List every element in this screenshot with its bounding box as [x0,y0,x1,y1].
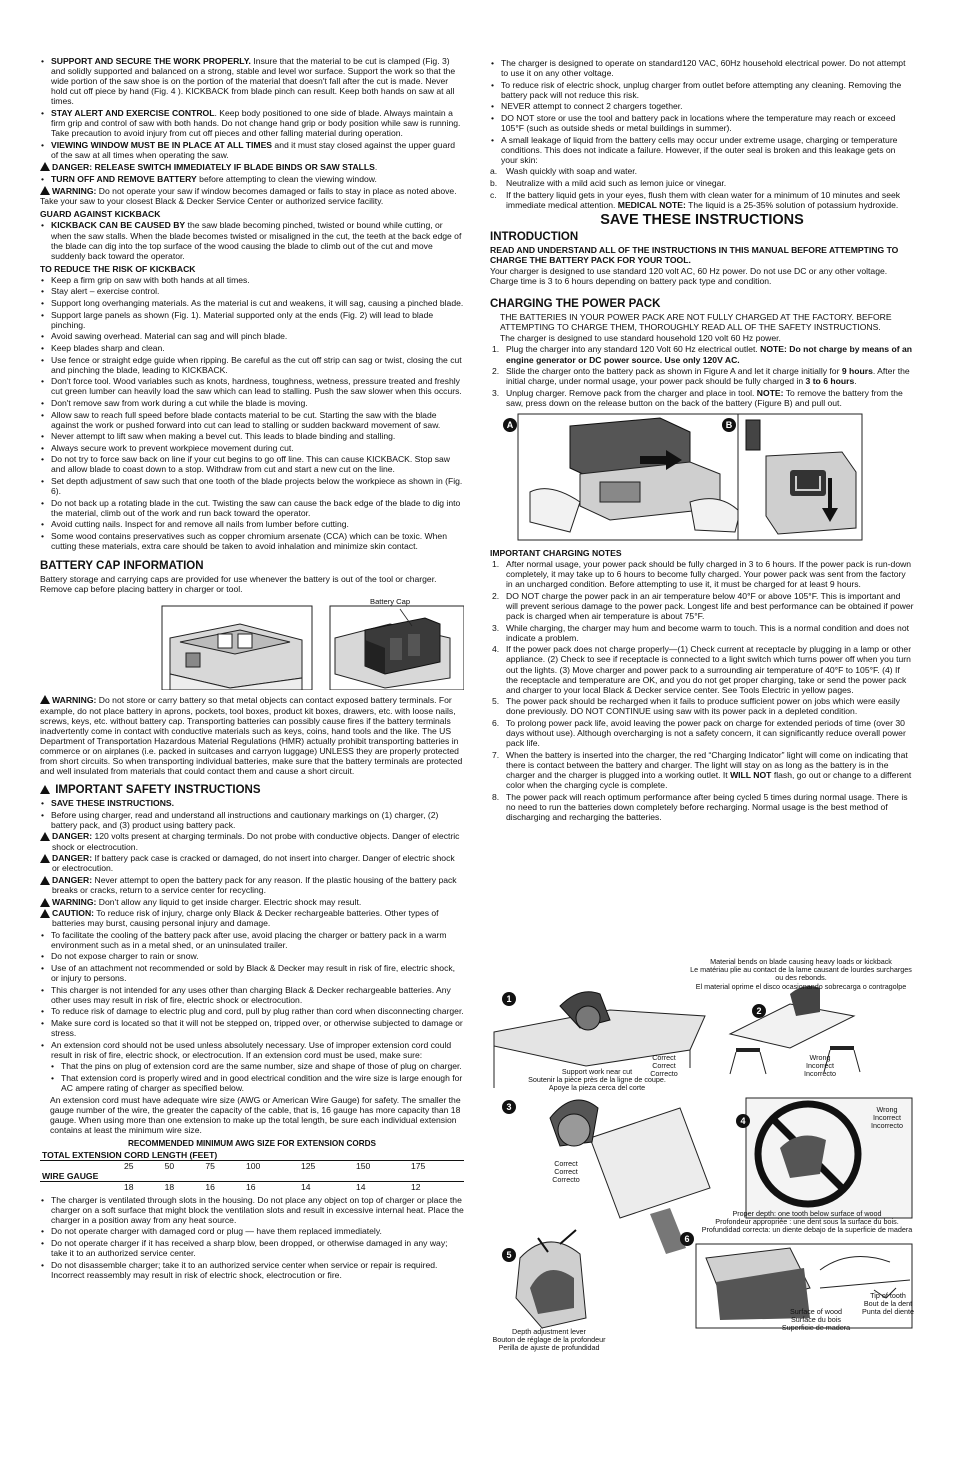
awg-gauge-cell: 16 [245,1182,256,1193]
battery-cap-figure [40,598,464,690]
item-bold: WILL NOT [730,770,772,780]
list-item [40,1260,464,1280]
support-near-cut-caption: Support work near cut Soutenir la pièce près de la ligne de coupe. Apoye la pieza cerca del corte [528,1067,666,1093]
item-number: 2. [492,366,500,377]
kickback-list [40,220,464,260]
item-text: This charger is not intended for any uses other than charging Black & Decker rechargeable batteries. Any other uses may result in risk of fire, electric shock or electrocution. [51,984,451,1005]
list-item [40,310,464,330]
left-column [40,56,464,1281]
awg-length-cell: 50 [164,1161,175,1172]
awg-gauge-label: WIRE GAUGE [42,1171,99,1182]
charger-safety-list [40,930,464,1060]
item-text: The power pack will reach optimum performance after being cycled 5 times during normal usage. There is no need to run the batteries down completely before recharging. Normal usage is the best method of discharging and recharging the batteries. [506,791,908,822]
battery-illustration-icon [40,598,464,690]
item-text: flash, go out or change to a different color when the charging cycle is complete. [506,770,912,791]
intro-text: Your charger is designed to use standard 120 volt AC, 60 Hz power. Do not use DC or any other voltage. Charge time is 3 to 6 hours depending on battery pack type and condition. [490,266,888,287]
warning-triangle-icon [40,909,50,918]
surface-wood-caption: Surface of wood Surface du bois Superficie de madera [781,1307,851,1333]
awg-length-cell: 25 [124,1161,134,1172]
item-text: Do not try to force saw back on line if your cut begins to go off line. This can cause KICKBACK. Stop saw and allow blade to coast down to a stop. Withdraw from cut and start a new cut on the line. [51,454,451,475]
awg-length-label: TOTAL EXTENSION CORD LENGTH (FEET) [42,1150,218,1161]
charger-final-list [40,1195,464,1280]
window-warning: WARNING: Do not operate your saw if window becomes damaged or fails to stay in place as noted above. Take your saw to your closest Black & Decker Service Center or authorized service facility. [40,186,457,207]
item-text: Unplug charger. Remove pack from the charger and place in tool. [506,387,757,398]
item-text: Do not back up a rotating blade in the cut. Twisting the saw can cause the back edge of the blade to dig into the material, climb out of the work and run back toward the operator. [51,497,461,518]
charging-figure [490,412,914,542]
store-warning: WARNING: Do not store or carry battery so that metal objects can contact exposed battery terminals. For example, do not place battery in aprons, pockets, tool boxes, product kit boxes, drawers, etc. with loose nails, screws, keys, etc. without battery cap. Transporting batteries can possibly cause fires if the battery terminals inadvertently come in contact with conductive materials such as keys, coins, hand tools and the like. The US Department of Transportation Hazardous Material Regulations (HMR) actually prohibit transporting batteries in commerce or on airplanes (i.e. packed in suitcases and carryon luggage) UNLESS they are properly protected from short circuits. So when transporting individual batteries, make sure that the battery terminals are protected and well insulated from materials that could contact them and cause a short circuit. [40,695,463,777]
list-item [40,454,464,474]
correct-caption-1: Correct Correct Correcto [650,1053,678,1079]
turn-off-list [40,174,464,184]
warn-label: DANGER: [52,831,93,842]
item-number: 2. [492,590,500,601]
warn-text: To reduce risk of injury, charge only Black & Decker rechargeable batteries. Other types of batteries may burst, causing personal injury and damage. [52,908,439,929]
list-item [40,1226,464,1236]
awg-gauge-cell: 16 [205,1182,215,1193]
charging-step [490,388,914,408]
item-number: 4. [492,644,500,655]
charger-illustration-icon [490,412,914,542]
list-item [40,343,464,353]
item-text: Avoid sawing overhead. Material can sag and will pinch blade. [51,331,288,342]
item-number: 5. [492,696,500,707]
warn-text: If battery pack case is cracked or damaged, do not insert into charger. Danger of electric shock or electrocution. [52,853,455,874]
item-text: Do not expose charger to rain or snow. [51,951,199,962]
item-text: Some wood contains preservatives such as copper chromium arsenate (CCA) which can be toxic. When cutting these materials, extra care should be taken to avoid inhalation and minimize skin contact. [51,531,447,552]
tip-tooth-caption: Tip of tooth Bout de la dent Punta del diente [862,1291,914,1317]
list-item [490,101,914,111]
item-text: That the pins on plug of extension cord are the same number, size and shape of those of plug on charger. [61,1061,462,1072]
item-text: Slide the charger onto the battery pack as shown in Figure A and let it charge initially for [506,366,842,377]
safety-list [40,798,464,830]
figure-6-badge: 6 [680,1232,694,1246]
item-text: After normal usage, your power pack should be fully charged in 3 to 6 hours. If the power pack is run-down completely, it may take up to 6 hours to become fully charged. Your power pack was sent from the factory in an uncharged condition. Before attempting to use it, it must be charged for at least 9 hours. [506,559,912,590]
warning-triangle-icon [40,186,50,195]
item-text: Make sure cord is located so that it will not be stepped on, tripped over, or otherwise subjected to damage or stress. [51,1018,463,1039]
step-letter: c. [490,189,497,200]
warn-text: Don't allow any liquid to get inside charger. Electric shock may result. [96,896,362,907]
list-item [40,443,464,453]
warning-triangle-icon [40,832,50,841]
item-bold: NOTE: Do not charge by means of an engine generator or DC power source. Use only 120V AC. [506,344,912,365]
figure-4-badge: 4 [736,1114,750,1128]
battery-cap-text: Battery storage and carrying caps are provided for use whenever the battery is out of the tool or charger. Remove cap before placing battery in charger or tool. [40,574,437,595]
item-text: When the battery is inserted into the charger, the red “Charging Indicator” light will come on indicating that there is contact between the battery and charger. The light will stay on as long as the battery is in the charger and the charger is plugged into a working outlet. It [506,749,908,780]
item-text: Avoid cutting nails. Inspect for and remove all nails from lumber before cutting. [51,519,349,530]
awg-length-row [40,1161,464,1172]
list-item [40,355,464,375]
item-text: DO NOT store or use the tool and battery pack in locations where the temperature may reach or exceed 105°F (such as outside sheds or metal buildings in summer). [501,112,896,134]
saw-figures [490,958,914,1368]
item-text: Never attempt to lift saw when making a bevel cut. This leads to blade binding and stalling. [51,431,396,442]
charging-note [490,644,914,694]
item-text: Do not operate charger if it has received a sharp blow, been dropped, or otherwise damaged in any way; take it to an authorized service center. [51,1237,448,1258]
charger-power-list [490,58,914,165]
item-text: . [854,376,857,387]
list-item [40,275,464,285]
item-text: To prolong power pack life, avoid leaving the power pack on charge for extended periods of time (over 30 days without use). Although overcharging is not a safety concern, it can significantly reduce overall power pack life. [506,718,906,749]
item-text: NEVER attempt to connect 2 chargers together. [501,101,683,112]
blade-bends-caption: Material bends on blade causing heavy loads or kickback Le matériau plie au contact de la lame causant de lourdes surcharges ou des rebonds. El material oprime el disco ocasionando sobrecarga o contragolpe [690,957,912,991]
list-item [40,498,464,518]
figure-a-badge: A [503,418,517,432]
list-item [490,135,914,165]
item-text: While charging, the charger may hum and become warm to touch. This is a normal condition and does not indicate a problem. [506,622,910,643]
item-text: To reduce risk of damage to electric plug and cord, pull by plug rather than cord when disconnecting charger. [51,1006,464,1017]
figure-3-badge: 3 [502,1100,516,1114]
charging-note [490,623,914,643]
warn-label: WARNING: [52,896,97,907]
warning-triangle-icon [40,876,50,885]
item-text: Don't remove saw from work during a cut while the blade is moving. [51,397,308,408]
step-letter: a. [490,166,498,177]
work-support-list [40,56,464,160]
list-item [40,853,464,873]
charging-note [490,591,914,621]
list-item [40,286,464,296]
item-text: Keep blades sharp and clean. [51,342,165,353]
list-item [40,298,464,308]
item-text: Don't force tool. Wood variables such as knots, hardness, toughness, wetness, pressure treated and freshly cut green lumber can heavily load the saw which can lead to stalling. Push the saw slower when this occurs. [51,376,462,397]
warning-triangle-icon [40,854,50,863]
wrong-caption-1: Wrong Incorrect Incorrecto [804,1053,836,1079]
list-item: • SUPPORT AND SECURE THE WORK PROPERLY. Insure that the material to be cut is clamped (Fig. 3) and solidly supported and balanced on a strong, stable and level wor surface. Support the work so that the wide portion of the saw shoe is on the portion of the material that doesn't fall after the cut is made. Never hold cut off piece by hand (Fig. 4 ). KICKBACK from blade pinch can result. Keep both hands on saw at all times. [40,56,464,106]
item-number: 6. [492,718,500,729]
step-text: Wash quickly with soap and water. [506,166,638,177]
charging-step [490,366,914,386]
list-item: • VIEWING WINDOW MUST BE IN PLACE AT ALL TIMES and it must stay closed against the upper guard of the saw at all times when operating the saw. [40,140,464,160]
item-text: Support large panels as shown (Fig. 1). Material supported only at the ends (Fig. 2) will lead to blade pinching. [51,309,434,330]
awg-gauge-cell: 18 [124,1182,134,1193]
awg-length-cell: 150 [355,1161,371,1172]
item-text: To facilitate the cooling of the battery pack after use, avoid placing the charger or battery pack in a warm environment such as in a metal shed, or an uninsulated trailer. [51,929,447,950]
item-bold: 3 to 6 hours [805,376,855,387]
list-item [40,951,464,961]
danger-warning-list [40,831,464,928]
awg-table-title: RECOMMENDED MINIMUM AWG SIZE FOR EXTENSION CORDS [127,1139,377,1149]
item-text: Always secure work to prevent workpiece movement during cut. [51,442,294,453]
list-item [40,410,464,430]
step-bold: MEDICAL NOTE: [617,199,686,210]
item-bold: NOTE: [756,387,784,398]
step-letter: b. [490,178,498,189]
charging-steps [490,344,914,408]
list-item [50,1061,464,1071]
item-text: That extension cord is properly wired and in good electrical condition and the wire size is large enough for AC ampere rating of charger as specified below. [61,1073,463,1094]
list-item [40,331,464,341]
list-item [40,1238,464,1258]
list-item: • STAY ALERT AND EXERCISE CONTROL. Keep body positioned to one side of blade. Always maintain a firm grip and control of saw with both hands. Do not change hand grip or body position while saw is running. Take precaution to avoid injury from cut off pieces and other falling material during operation. [40,108,464,138]
charging-note [490,792,914,822]
item-text: Stay alert – exercise control. [51,286,160,297]
awg-table [40,1150,464,1192]
item-bold: 9 hours [841,366,873,377]
extension-awg-text: An extension cord must have adequate wire size (AWG or American Wire Gauge) for safety. The smaller the gauge number of the wire, the greater the capacity of the cable, that is, 16 gauge has more capacity than 18 gauge. When using more than one extension to make up the total length, be sure each individual extension contains at least the minimum wire size. [50,1094,461,1135]
list-item [40,908,464,928]
awg-length-cell: 125 [300,1161,316,1172]
danger-release-note: DANGER: RELEASE SWITCH IMMEDIATELY IF BLADE BINDS OR SAW STALLS. [40,161,464,172]
item-number: 8. [492,791,500,802]
item-text: Support long overhanging materials. As the material is cut and weakens, it will sag, causing a pinched blade. [51,298,464,309]
list-item [40,376,464,396]
awg-gauge-cell: 14 [355,1182,366,1193]
item-text: Set depth adjustment of saw such that one tooth of the blade projects below the workpiece as shown in (Fig. 6). [51,476,463,497]
warn-text: Never attempt to open the battery pack for any reason. If the plastic housing of the battery pack breaks or cracks, return to a service center for recycling. [52,874,457,895]
item-text: Do not operate charger with damaged cord or plug — have them replaced immediately. [51,1226,382,1237]
item-number: 1. [492,344,500,355]
item-text: Do not disassemble charger; take it to an authorized service center when service or repair is required. Incorrect reassembly may result in risk of electric shock, electrocution or fire. [51,1259,438,1280]
list-item: • Before using charger, read and understand all instructions and cautionary markings on (1) charger, (2) battery pack, and (3) product using battery pack. [40,810,464,830]
list-item [490,80,914,100]
item-text: DO NOT charge the power pack in an air temperature below 40°F or above 105°F. This is important and will prevent serious damage to the power pack. Longest life and best performance can be obtained if power pack is charged when air temperature is about 75°F. [506,590,914,622]
reduce-risk-heading: TO REDUCE THE RISK OF KICKBACK [40,263,196,274]
battery-cap-label: Battery Cap [370,597,411,607]
item-text: Plug the charger into any standard 120 Volt 60 Hz electrical outlet. [506,344,761,355]
list-item [490,58,914,78]
leakage-step [490,190,914,210]
awg-gauge-cell: 14 [300,1182,311,1193]
awg-length-cell: 75 [205,1161,215,1172]
item-text: Use of an attachment not recommended or sold by Black & Decker may result in risk of fire, electric shock, or injury to persons. [51,963,456,984]
leakage-step [490,178,914,188]
list-item [40,930,464,950]
item-number: 3. [492,387,500,398]
item-number: 3. [492,622,500,633]
right-column [490,58,914,823]
figure-5-badge: 5 [502,1248,516,1262]
item-text: Keep a firm grip on saw with both hands at all times. [51,274,250,285]
reduce-risk-list [40,275,464,551]
item-text: To reduce risk of electric shock, unplug charger from outlet before attempting any cleaning. Removing the battery pack will not reduce this risk. [501,79,902,100]
figure-2-badge: 2 [752,1004,766,1018]
item-number: 1. [492,559,500,570]
charging-notes-heading: IMPORTANT CHARGING NOTES [490,548,622,559]
charging-note [490,559,914,589]
charging-step [490,344,914,364]
list-item [40,1195,464,1225]
figure-b-badge: B [722,418,736,432]
awg-gauge-cell: 18 [164,1182,175,1193]
figure-1-badge: 1 [502,992,516,1006]
item-text: Allow saw to reach full speed before blade contacts material to be cut. Starting the saw with the blade against the work or pushed forward into cut can lead to stalling or sudden backward movement of saw. [51,409,441,430]
list-item [40,985,464,1005]
awg-gauge-row [40,1182,464,1193]
list-item [40,398,464,408]
charging-heading: CHARGING THE POWER PACK [490,298,661,311]
step-text: Neutralize with a mild acid such as lemon juice or vinegar. [506,178,727,189]
list-item [40,831,464,851]
list-item [40,875,464,895]
item-text: The power pack should be recharged when it fails to produce sufficient power on jobs which were easily done previously. DO NOT CONTINUE using saw with its power pack in a depleted condition. [506,696,900,717]
wrong-caption-2: Wrong Incorrect Incorrecto [871,1105,903,1131]
charging-notes [490,559,914,822]
item-text: A small leakage of liquid from the battery cells may occur under extreme usage, charging or temperature conditions. This does not indicate a failure. However, if the outer seal is broken and this leakage gets on your skin: [501,134,898,165]
guard-kickback-heading: GUARD AGAINST KICKBACK [40,209,161,220]
warn-text: 120 volts present at charging terminals. Do not probe with conductive objects. Danger of electric shock or electrocution. [52,831,460,852]
charging-std-text: The charger is designed to use standard household 120 volt 60 Hz power. [500,333,781,344]
safety-heading: IMPORTANT SAFETY INSTRUCTIONS [40,784,464,797]
intro-bold: READ AND UNDERSTAND ALL OF THE INSTRUCTIONS IN THIS MANUAL BEFORE ATTEMPTING TO CHARGE THE BATTERY PACK FOR YOUR TOOL. [490,244,899,265]
warn-label: DANGER: [52,874,93,885]
step-text: If the battery liquid gets in your eyes, flush them with clean water for a minimum of 10 minutes and seek immediate medical attention. [506,189,901,210]
awg-length-cell: 175 [410,1161,426,1172]
warning-triangle-icon [40,162,50,171]
save-instructions-title: SAVE THESE INSTRUCTIONS [600,211,804,228]
item-text: Use fence or straight edge guide when ripping. Be careful as the cut off strip can sag or twist, closing the cut and pinching the blade, leading to KICKBACK. [51,354,462,375]
list-item [40,519,464,529]
list-item [40,476,464,496]
awg-length-cell: 100 [245,1161,261,1172]
awg-gauge-cell: 12 [410,1182,421,1193]
depth-lever-caption: Depth adjustment lever Bouton de réglage de la profondeur Perilla de ajuste de profundidad [492,1327,606,1353]
list-item: • KICKBACK CAN BE CAUSED BY the saw blade becoming pinched, twisted or bound while cutting, or when the saw stalls. When the blade becomes twisted or misaligned in the cut, the teeth at the back edge of the blade can dig into the top surface of the wood causing the blade to climb out of the cut and move suddenly back toward the operator. [40,220,464,260]
leakage-step [490,166,914,176]
list-item [40,431,464,441]
item-text: To remove the battery from the saw, press down on the release button on the back of the battery (Figure B) and pull out. [506,387,903,408]
list-item [40,963,464,983]
list-item [40,1040,464,1060]
list-item [50,1073,464,1093]
item-text: . After the initial charge, under normal usage, your power pack should be fully charged in [506,366,910,387]
list-item: • TURN OFF AND REMOVE BATTERY before attempting to clean the viewing window. [40,174,464,184]
list-item [40,1018,464,1038]
warn-label: DANGER: [52,853,93,864]
step-text: The liquid is a 25-35% solution of potassium hydroxide. [685,199,899,210]
list-item [490,113,914,133]
introduction-heading: INTRODUCTION [490,230,579,243]
warning-triangle-icon [40,785,50,794]
correct-caption-2: Correct Correct Correcto [552,1159,580,1185]
list-item [40,897,464,907]
charging-note [490,750,914,790]
list-item [40,1006,464,1016]
item-text: If the power pack does not charge properly—(1) Check current at receptacle by plugging in a lamp or other appliance. (2) Check to see if receptacle is connected to a light switch which turns power off when you turn out the lights. (3) Move charger and power pack to a surrounding air temperature of 40°F to 105°F. (4) If the receptacle and temperature are OK, and you do not get proper charging, take or send the power pack and charger to your local Black & Decker service center. See Tools Electric in yellow pages. [506,644,912,695]
charging-note [490,696,914,716]
warn-label: CAUTION: [52,908,95,919]
warning-triangle-icon [40,695,50,704]
item-number: 7. [492,749,500,760]
item-text: An extension cord should not be used unless absolutely necessary. Use of improper extension cord could result in risk of fire, electric shock, or electrocution. If an extension cord must be used, make sure: [51,1039,452,1060]
battery-cap-heading: BATTERY CAP INFORMATION [40,560,204,573]
proper-depth-caption: Proper depth: one tooth below surface of wood Profondeur appropriée : une dent sous la surface du bois. Profundidad correcta: un diente debajo de la superficie de madera [701,1209,913,1235]
item-text: The charger is designed to operate on standard120 VAC, 60Hz household electrical power. Do not attempt to use it on any other voltage. [501,58,906,79]
charging-note [490,718,914,748]
extension-cord-sublist [40,1061,464,1093]
warning-triangle-icon [40,898,50,907]
list-item: • SAVE THESE INSTRUCTIONS. [40,798,464,808]
charging-caps-text: THE BATTERIES IN YOUR POWER PACK ARE NOT FULLY CHARGED AT THE FACTORY. BEFORE ATTEMPTING TO CHARGE THEM, THOROUGHLY READ ALL OF THE SAFETY INSTRUCTIONS. [500,312,892,333]
item-text: The charger is ventilated through slots in the housing. Do not place any object on top of charger or place the charger on a soft surface that might block the ventilation slots and result in excessive internal heat. Place the charger in a position away from any heat source. [51,1194,464,1225]
list-item [40,531,464,551]
leakage-steps [490,166,914,209]
